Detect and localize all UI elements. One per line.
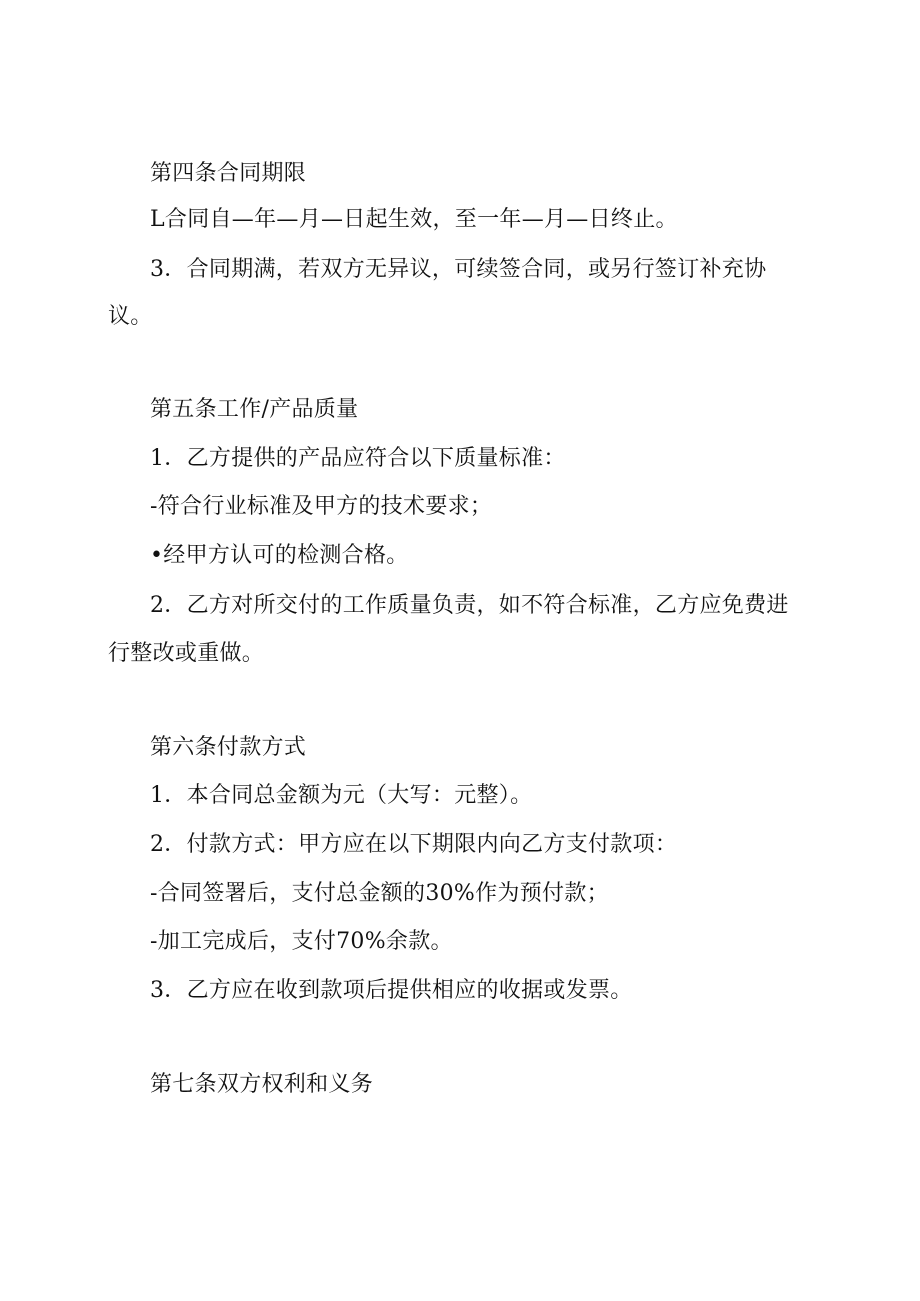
section-5-heading: 第五条工作/产品质量	[150, 397, 359, 422]
section-4-line-2: 3．合同期满，若双方无异议，可续签合同，或另行签订补充协	[150, 257, 767, 282]
section-6-line-4: -加工完成后，支付70%余款。	[150, 929, 453, 954]
section-6-line-3: -合同签署后，支付总金额的30%作为预付款；	[150, 881, 609, 906]
section-5-line-3: •经甲方认可的检测合格。	[150, 543, 409, 568]
section-6-line-2: 2．付款方式：甲方应在以下期限内向乙方支付款项：	[150, 832, 678, 857]
section-6-heading: 第六条付款方式	[150, 735, 307, 760]
section-6-line-1: 1．本合同总金额为元（大写：元整）。	[150, 783, 533, 808]
section-5-line-5: 行整改或重做。	[108, 641, 265, 666]
section-4-heading: 第四条合同期限	[150, 161, 307, 186]
section-5-line-4: 2．乙方对所交付的工作质量负责，如不符合标准，乙方应免费进	[150, 593, 789, 618]
section-5-line-1: 1．乙方提供的产品应符合以下质量标准：	[150, 446, 566, 471]
section-4-line-1: L合同自—年—月—日起生效，至一年—月—日终止。	[150, 207, 678, 232]
section-6-line-5: 3．乙方应在收到款项后提供相应的收据或发票。	[150, 978, 633, 1003]
section-5-line-2: -符合行业标准及甲方的技术要求；	[150, 494, 493, 519]
section-4-line-3: 议。	[108, 304, 153, 329]
section-7-heading: 第七条双方权利和义务	[150, 1072, 374, 1097]
